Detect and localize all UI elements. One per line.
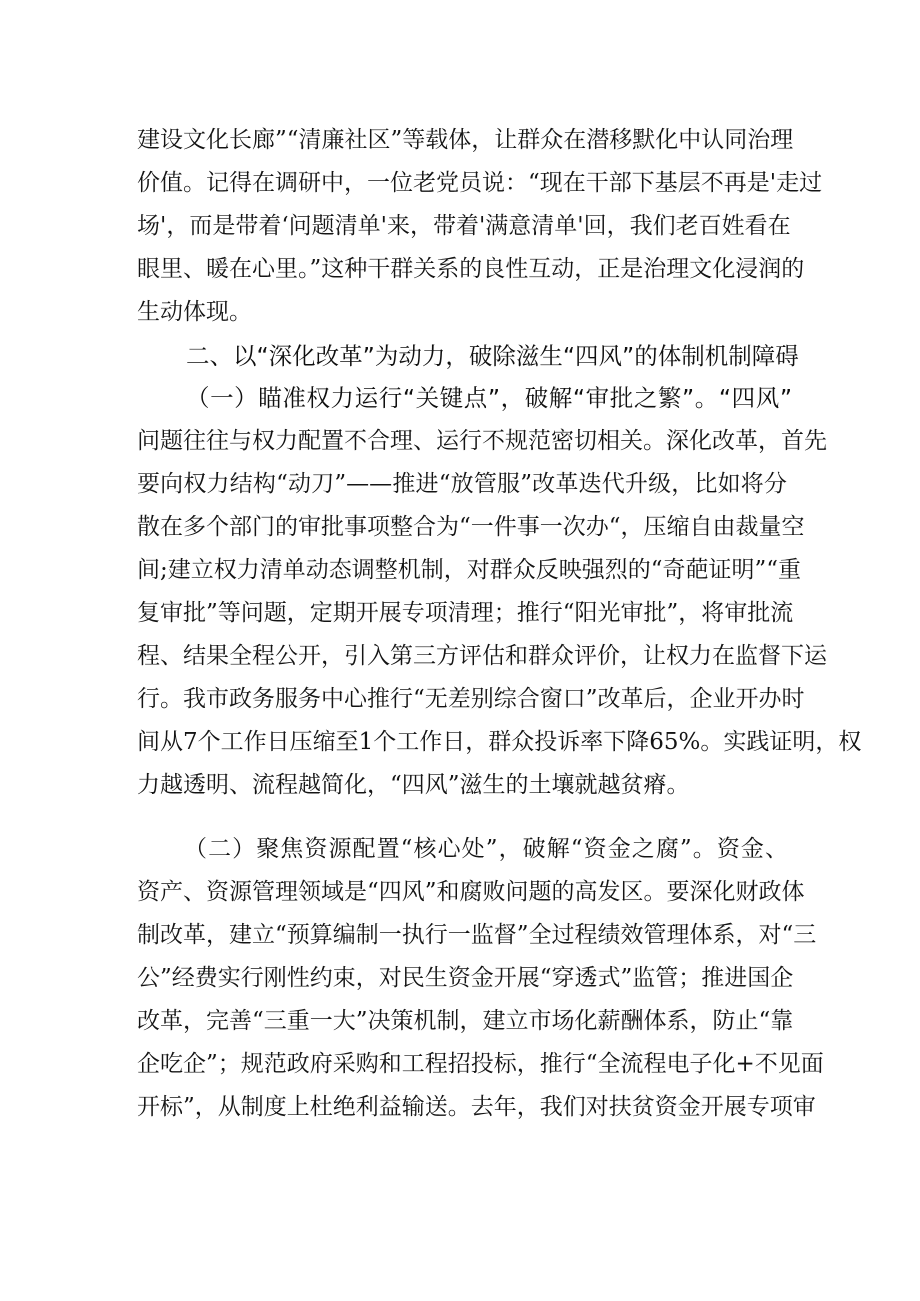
paragraph-3-line-7: 开标”，从制度上杜绝利益输送。去年，我们对扶贫资金开展专项审: [137, 1094, 816, 1120]
paragraph-3-line-2: 资产、资源管理领域是“四风”和腐败问题的高发区。要深化财政体: [137, 879, 805, 905]
paragraph-3-line-4: 公”经费实行刚性约束，对民生资金开展“穿透式”监管；推进国企: [137, 965, 794, 991]
paragraph-2-line-8: 行。我市政务服务中心推行“无差别综合窗口”改革后，企业开办时: [137, 686, 805, 712]
paragraph-3-line-5: 改革，完善“三重一大”决策机制，建立市场化薪酬体系，防止“靠: [137, 1008, 794, 1034]
paragraph-1-line-3: 场'，而是带着‘问题清单'来，带着'满意清单'回，我们老百姓看在: [137, 213, 791, 239]
paragraph-2-line-4: 散在多个部门的审批事项整合为“一件事一次办“，压缩自由裁量空: [137, 514, 805, 540]
paragraph-2-line-9: 间从7个工作日压缩至1个工作日，群众投诉率下降65%。实践证明，权: [137, 729, 862, 755]
paragraph-1-line-1: 建设文化长廊”“清廉社区”等载体，让群众在潜移默化中认同治理: [137, 127, 794, 153]
paragraph-3-line-3: 制改革，建立“预算编制一执行一监督”全过程绩效管理体系，对“三: [137, 922, 817, 948]
section-heading: 二、以“深化改革”为动力，破除滋生“四风”的体制机制障碍: [186, 342, 799, 370]
paragraph-2-line-10: 力越透明、流程越简化，“四风”滋生的土壤就越贫瘠。: [137, 772, 690, 798]
paragraph-2-line-5: 间;建立权力清单动态调整机制，对群众反映强烈的“奇葩证明”“重: [137, 557, 802, 583]
paragraph-2-line-7: 程、结果全程公开，引入第三方评估和群众评价，让权力在监督下运: [137, 643, 827, 669]
paragraph-3-line-1: （二）聚焦资源配置“核心处”，破解“资金之腐”。资金、: [184, 836, 788, 862]
paragraph-3-line-6: 企吃企”；规范政府采购和工程招投标，推行“全流程电子化+不见面: [137, 1051, 824, 1077]
paragraph-2-line-6: 复审批”等问题，定期开展专项清理；推行“阳光审批”，将审批流: [137, 600, 794, 626]
paragraph-2-line-2: 问题往往与权力配置不合理、运行不规范密切相关。深化改革，首先: [137, 428, 827, 454]
paragraph-2-line-1: （一）瞄准权力运行“关键点”，破解“审批之繁”。“四风”: [186, 384, 792, 412]
paragraph-1-line-2: 价值。记得在调研中，一位老党员说：“现在干部下基层不再是'走过: [137, 170, 823, 196]
paragraph-2-line-3: 要向权力结构“动刀”——推进“放管服”改革迭代升级，比如将分: [137, 471, 787, 497]
paragraph-1-line-5: 生动体现。: [137, 299, 252, 325]
paragraph-1-line-4: 眼里、暖在心里。”这种干群关系的良性互动，正是治理文化浸润的: [137, 256, 805, 282]
